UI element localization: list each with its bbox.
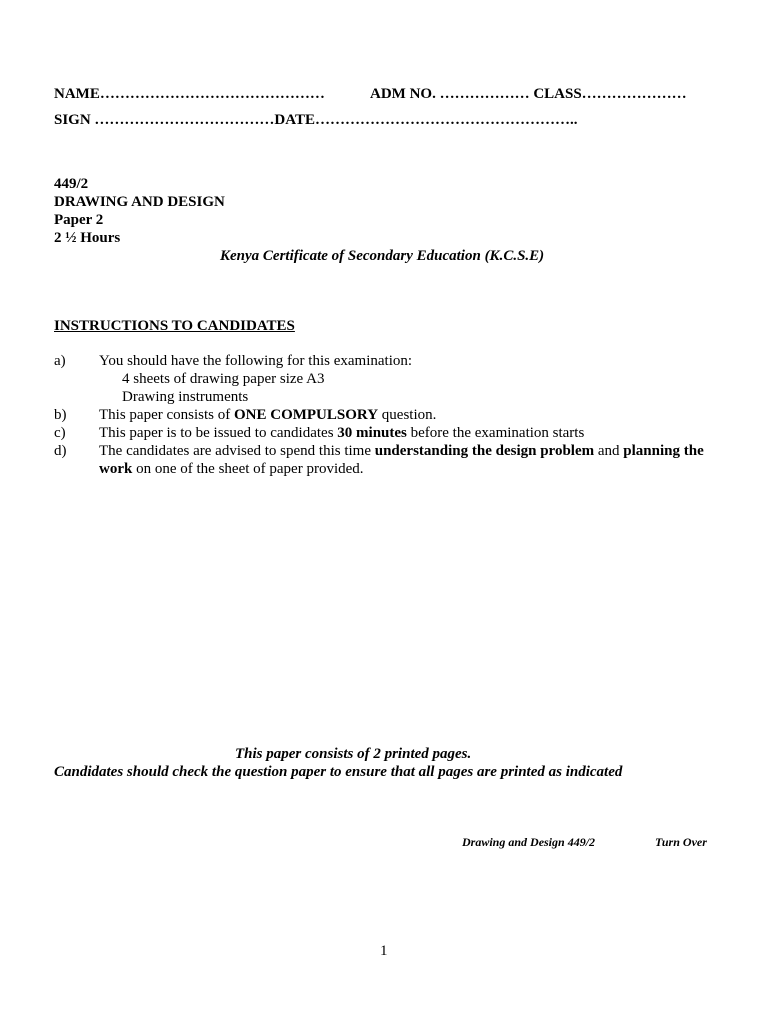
paper-code: 449/2 xyxy=(54,176,89,192)
item-b-marker: b) xyxy=(54,407,67,423)
instructions-heading: INSTRUCTIONS TO CANDIDATES xyxy=(54,318,295,334)
item-d-marker: d) xyxy=(54,443,67,459)
check-note: Candidates should check the question paper to ensure that all pages are printed as indicated xyxy=(54,764,623,780)
item-c-text: This paper is to be issued to candidates 30 minutes before the examination starts xyxy=(99,425,585,441)
item-b-text: This paper consists of ONE COMPULSORY question. xyxy=(99,407,437,423)
exam-title: Kenya Certificate of Secondary Education (K.C.S.E) xyxy=(220,248,545,264)
name-field: NAME……………………………………… xyxy=(54,86,325,102)
item-c-marker: c) xyxy=(54,425,66,441)
duration: 2 ½ Hours xyxy=(54,230,121,246)
item-a-text: You should have the following for this examination: xyxy=(99,353,413,369)
pages-note: This paper consists of 2 printed pages. xyxy=(235,746,472,762)
page-number: 1 xyxy=(380,943,388,959)
item-d-text: The candidates are advised to spend this time understanding the design problem and planning the xyxy=(99,443,704,459)
item-a-marker: a) xyxy=(54,353,66,369)
item-a-subitem: 4 sheets of drawing paper size A3 xyxy=(122,371,325,387)
item-a-subitem: Drawing instruments xyxy=(122,389,249,405)
paper-number: Paper 2 xyxy=(54,212,104,228)
sign-date-field: SIGN ………………………………DATE…………………………………………….. xyxy=(54,112,578,128)
adm-class-field: ADM NO. ……………… CLASS………………… xyxy=(370,86,687,102)
subject-title: DRAWING AND DESIGN xyxy=(54,194,225,210)
running-footer: Drawing and Design 449/2 xyxy=(462,835,596,849)
item-d-text-line2: work on one of the sheet of paper provided. xyxy=(99,461,364,477)
turn-over: Turn Over xyxy=(655,835,707,849)
